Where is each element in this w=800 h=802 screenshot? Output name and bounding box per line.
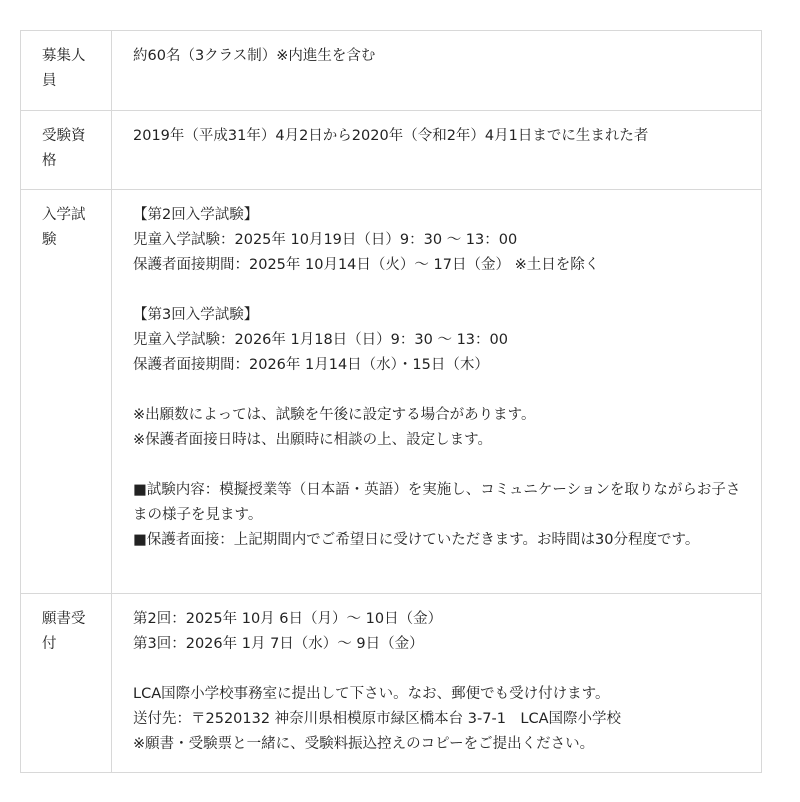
application-value: [112, 594, 762, 773]
exam-content-description: ■試験内容：模擬授業等（日本語・英語）を実施し、コミュニケーションを取りながらお子さまの様子を見ます。: [133, 482, 741, 523]
row-recruitment: [21, 31, 762, 111]
application-address: 送付先：〒2520132 神奈川県相模原市緑区橋本台 3-7-1 LCA国際小学校: [133, 711, 622, 727]
exam-round3-heading: 【第3回入学試験】: [133, 307, 259, 323]
spacer: [133, 453, 745, 478]
recruitment-label: 募集人員: [21, 31, 112, 111]
application-submit-text: LCA国際小学校事務室に提出して下さい。なお、郵便でも受け付けます。: [133, 686, 610, 702]
eligibility-text: 2019年（平成31年）4月2日から2020年（令和2年）4月1日までに生まれた者: [133, 128, 649, 144]
exam-label: 入学試験: [21, 190, 112, 594]
exam-parent-interview-description: ■保護者面接：上記期間内でご希望日に受けていただきます。お時間は30分程度です。: [133, 532, 700, 548]
exam-round2-heading: 【第2回入学試験】: [133, 207, 259, 223]
recruitment-text: 約60名（3クラス制）※内進生を含む: [133, 48, 376, 64]
spacer: [133, 378, 745, 403]
application-label: 願書受付: [21, 594, 112, 773]
application-note: ※願書・受験票と一緒に、受験料振込控えのコピーをご提出ください。: [133, 736, 595, 752]
row-entrance-exam: [21, 190, 762, 594]
eligibility-label: 受験資格: [21, 111, 112, 190]
exam-round2-child-exam: 児童入学試験：2025年 10月19日（日）9：30 〜 13：00: [133, 232, 518, 248]
exam-round2-parent-interview: 保護者面接期間：2025年 10月14日（火）〜 17日（金） ※土日を除く: [133, 257, 600, 273]
recruitment-value: [112, 31, 762, 111]
exam-value: [112, 190, 762, 594]
admission-info-table: [20, 30, 762, 773]
eligibility-value: [112, 111, 762, 190]
exam-note-interview-schedule: ※保護者面接日時は、出願時に相談の上、設定します。: [133, 432, 492, 448]
application-round3: 第3回：2026年 1月 7日（水）〜 9日（金）: [133, 636, 424, 652]
spacer: [133, 657, 745, 682]
row-application-acceptance: [21, 594, 762, 773]
spacer: [133, 278, 745, 303]
application-round2: 第2回：2025年 10月 6日（月）〜 10日（金）: [133, 611, 443, 627]
row-eligibility: [21, 111, 762, 190]
exam-note-afternoon: ※出願数によっては、試験を午後に設定する場合があります。: [133, 407, 536, 423]
exam-round3-parent-interview: 保護者面接期間：2026年 1月14日（水）・15日（木）: [133, 357, 489, 373]
exam-round3-child-exam: 児童入学試験：2026年 1月18日（日）9：30 〜 13：00: [133, 332, 508, 348]
